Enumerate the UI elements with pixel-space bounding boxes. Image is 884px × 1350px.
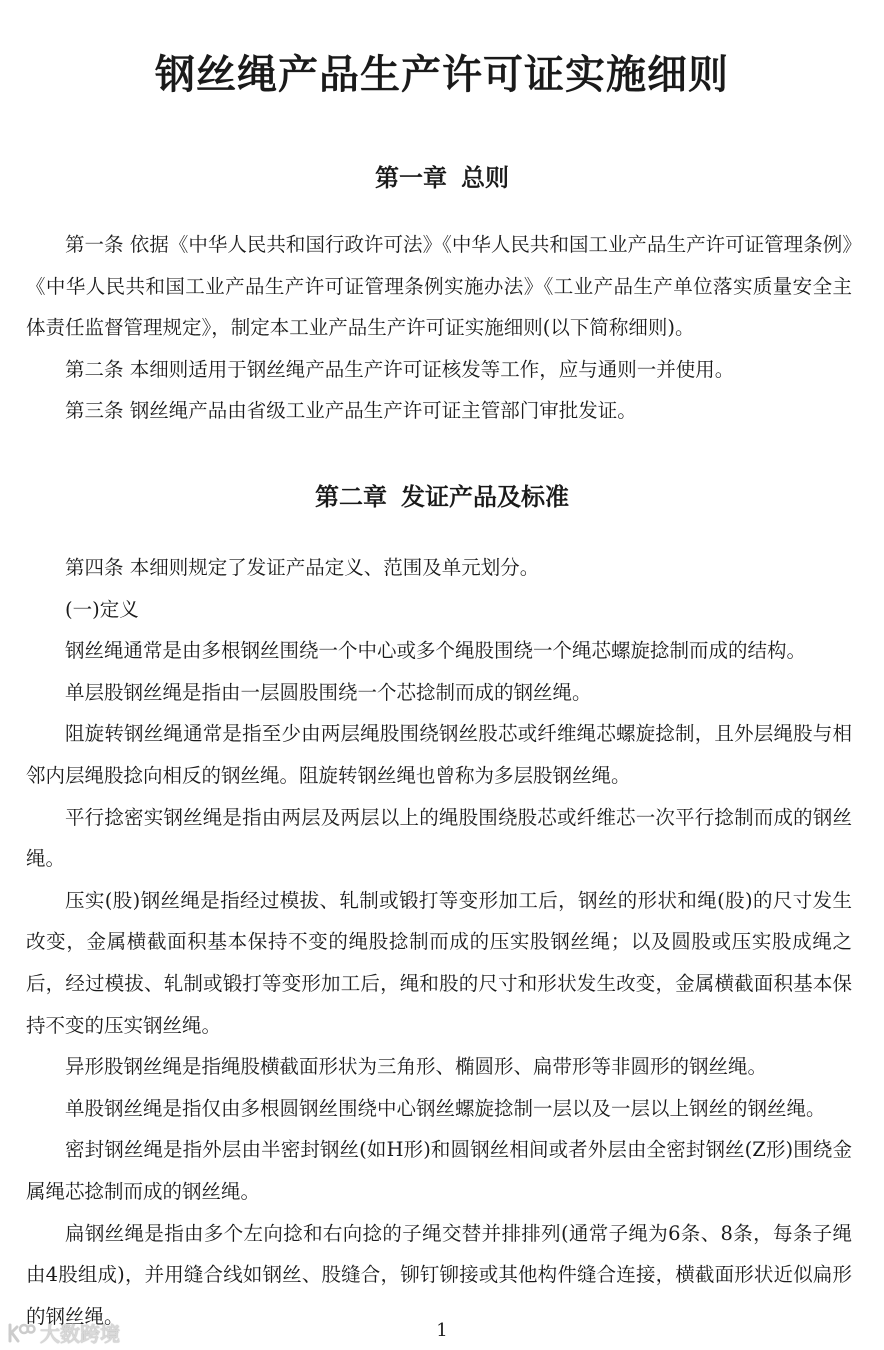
chapter-2-body (26, 547, 852, 1337)
section-heading: (一)定义 (65, 597, 139, 621)
definition-paragraph: 异形股钢丝绳是指绳股横截面形状为三角形、椭圆形、扁带形等非圆形的钢丝绳。 (65, 1055, 768, 1079)
definition-paragraph: 钢丝绳通常是由多根钢丝围绕一个中心或多个绳股围绕一个绳芯螺旋捻制而成的结构。 (65, 639, 807, 663)
article-paragraph: 第一条 依据《中华人民共和国行政许可法》《中华人民共和国工业产品生产许可证管理条例》《中华人民共和国工业产品生产许可证管理条例实施办法》《工业产品生产单位落实质量安全主体责任监督管理规定》，制定本工业产品生产许可证实施细则(以下简称细则)。 (26, 233, 852, 340)
chapter-2-heading (0, 481, 884, 513)
page-number: 1 (436, 1320, 448, 1341)
watermark-text: 大数跨境 (40, 1322, 120, 1346)
article-paragraph: 第四条 本细则规定了发证产品定义、范围及单元划分。 (65, 556, 540, 579)
article-paragraph: 第三条 钢丝绳产品由省级工业产品生产许可证主管部门审批发证。 (65, 399, 637, 423)
watermark (6, 1318, 120, 1347)
article-paragraph: 第二条 本细则适用于钢丝绳产品生产许可证核发等工作，应与通则一并使用。 (65, 357, 735, 381)
definition-paragraph: 密封钢丝绳是指外层由半密封钢丝(如H形)和圆钢丝相间或者外层由全密封钢丝(Z形)围绕金属绳芯捻制而成的钢丝绳。 (26, 1138, 852, 1203)
definition-paragraph: 扁钢丝绳是指由多个左向捻和右向捻的子绳交替并排排列(通常子绳为6条、8条，每条子绳由4股组成)，并用缝合线如钢丝、股缝合，铆钉铆接或其他构件缝合连接，横截面形状近似扁形的钢丝绳。 (26, 1221, 852, 1328)
chapter-name: 总则 (461, 163, 509, 192)
watermark-logo-icon (6, 1321, 36, 1345)
chapter-label: 第一章 (375, 163, 447, 192)
definition-paragraph: 单层股钢丝绳是指由一层圆股围绕一个芯捻制而成的钢丝绳。 (65, 680, 592, 704)
chapter-1-heading (0, 162, 884, 194)
definition-paragraph: 平行捻密实钢丝绳是指由两层及两层以上的绳股围绕股芯或纤维芯一次平行捻制而成的钢丝绳。 (26, 805, 852, 871)
definition-paragraph: 压实(股)钢丝绳是指经过模拔、轧制或锻打等变形加工后，钢丝的形状和绳(股)的尺寸发生改变，金属横截面积基本保持不变的绳股捻制而成的压实股钢丝绳；以及圆股或压实股成绳之后，经过模拔、轧制或锻打等变形加工后，绳和股的尺寸和形状发生改变，金属横截面积基本保持不变的压实钢丝绳。 (26, 888, 852, 1037)
chapter-name: 发证产品及标准 (401, 482, 569, 511)
definition-paragraph: 单股钢丝绳是指仅由多根圆钢丝围绕中心钢丝螺旋捻制一层以及一层以上钢丝的钢丝绳。 (65, 1096, 826, 1120)
chapter-1-body (26, 224, 852, 432)
document-title: 钢丝绳产品生产许可证实施细则 (155, 51, 729, 98)
chapter-label: 第二章 (315, 482, 387, 511)
definition-paragraph: 阻旋转钢丝绳通常是指至少由两层绳股围绕钢丝股芯或纤维绳芯螺旋捻制，且外层绳股与相邻内层绳股捻向相反的钢丝绳。阻旋转钢丝绳也曾称为多层股钢丝绳。 (26, 722, 852, 787)
